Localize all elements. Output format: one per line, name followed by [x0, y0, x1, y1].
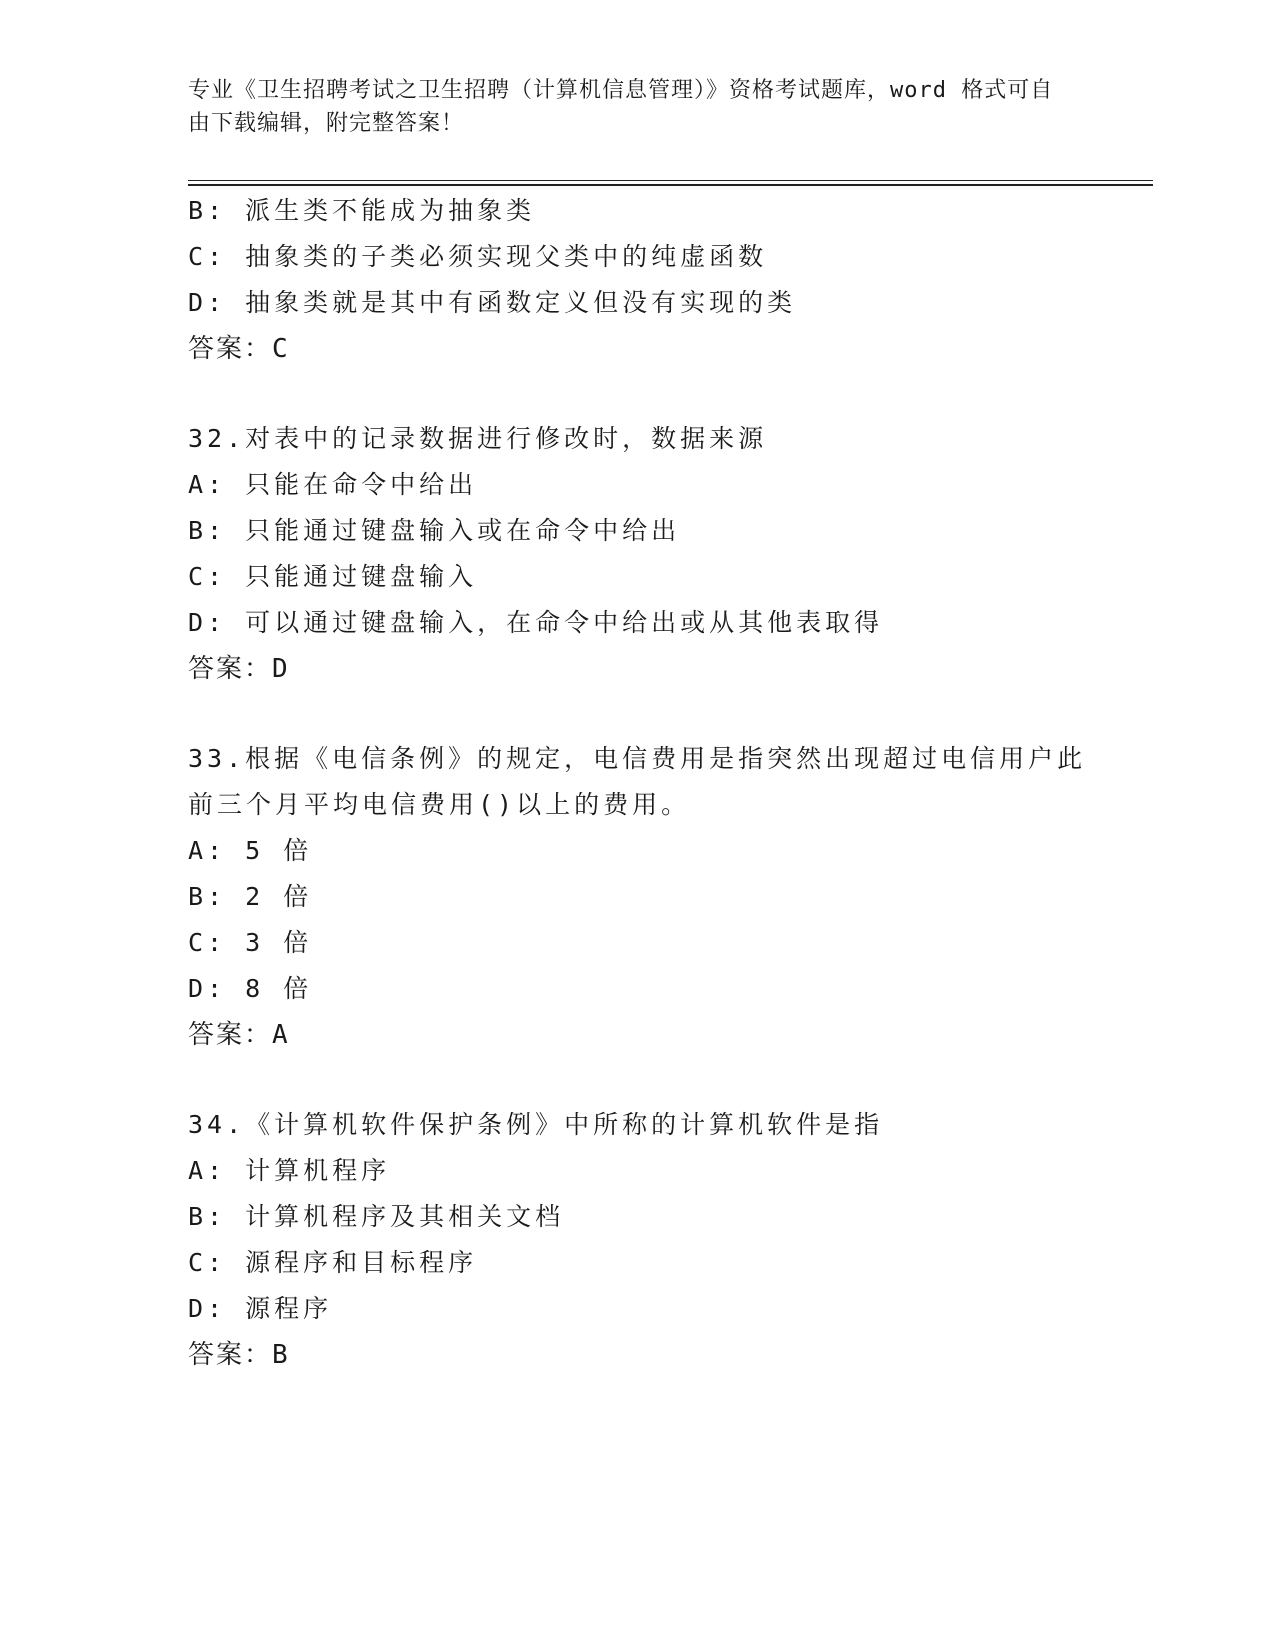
answer-label: 答案： [188, 1340, 273, 1370]
option-c: C: 源程序和目标程序 [188, 1248, 478, 1277]
spacer [188, 1058, 1088, 1102]
answer-label: 答案： [188, 334, 273, 364]
answer-label: 答案： [188, 1020, 273, 1050]
option-d: D: 抽象类就是其中有函数定义但没有实现的类 [188, 288, 797, 317]
answer-line [188, 326, 1088, 372]
option-b: B: 派生类不能成为抽象类 [188, 196, 536, 225]
answer-value: A [272, 1020, 290, 1050]
option-d: D: 源程序 [188, 1294, 333, 1323]
question-34 [188, 1102, 1088, 1378]
question-text: 32.对表中的记录数据进行修改时，数据来源 [188, 424, 768, 453]
option-a: A: 只能在命令中给出 [188, 470, 478, 499]
option-a: A: 5 倍 [188, 836, 313, 865]
option-d: D: 可以通过键盘输入，在命令中给出或从其他表取得 [188, 608, 884, 637]
option-c: C: 抽象类的子类必须实现父类中的纯虚函数 [188, 242, 768, 271]
header-divider-thick [188, 184, 1153, 186]
answer-label: 答案： [188, 654, 273, 684]
option-d: D: 8 倍 [188, 974, 313, 1003]
option-a: A: 计算机程序 [188, 1156, 391, 1185]
spacer [188, 372, 1088, 416]
spacer [188, 692, 1088, 736]
answer-value: B [272, 1340, 290, 1370]
option-c: C: 只能通过键盘输入 [188, 562, 478, 591]
option-b: B: 只能通过键盘输入或在命令中给出 [188, 516, 681, 545]
question-32 [188, 416, 1088, 692]
document-header: 专业《卫生招聘考试之卫生招聘（计算机信息管理）》资格考试题库，word 格式可自由下载编辑，附完整答案！ [188, 78, 1054, 136]
question-31-continuation [188, 188, 1088, 372]
option-b: B: 计算机程序及其相关文档 [188, 1202, 565, 1231]
question-text: 33.根据《电信条例》的规定，电信费用是指突然出现超过电信用户此前三个月平均电信费用()以上的费用。 [188, 744, 1087, 819]
option-c: C: 3 倍 [188, 928, 313, 957]
question-text: 34.《计算机软件保护条例》中所称的计算机软件是指 [188, 1110, 884, 1139]
question-content [188, 188, 1088, 1378]
answer-value: C [272, 334, 290, 364]
answer-line [188, 1332, 1088, 1378]
question-33 [188, 736, 1088, 1058]
answer-value: D [272, 654, 290, 684]
header-divider-thin [188, 180, 1153, 181]
answer-line [188, 1012, 1088, 1058]
answer-line [188, 646, 1088, 692]
option-b: B: 2 倍 [188, 882, 313, 911]
